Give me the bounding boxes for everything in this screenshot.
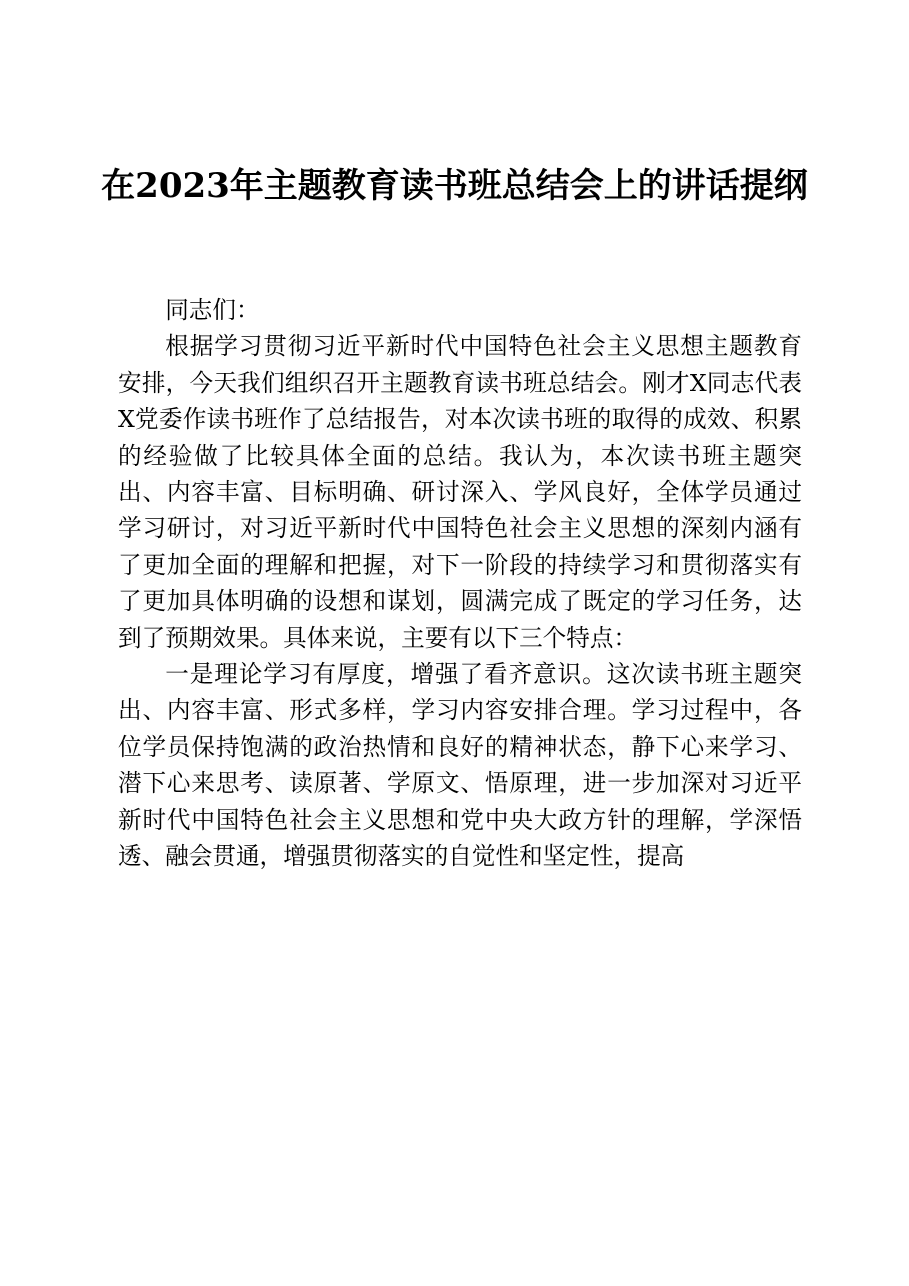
body-paragraph: 一是理论学习有厚度，增强了看齐意识。这次读书班主题突出、内容丰富、形式多样，学习内容安排合理。学习过程中，各位学员保持饱满的政治热情和良好的精神状态，静下心来学习、潜下心来思考、读原著、学原文、悟原理，进一步加深对习近平新时代中国特色社会主义思想和党中央大政方针的理解，学深悟透、融会贯通，增强贯彻落实的自觉性和坚定性，提高 — [118, 660, 802, 871]
salutation-paragraph: 同志们： — [165, 296, 260, 324]
document-title: 在2023年主题教育读书班总结会上的讲话提纲 — [101, 166, 808, 206]
document-body — [118, 292, 802, 875]
body-paragraph: 根据学习贯彻习近平新时代中国特色社会主义思想主题教育安排，今天我们组织召开主题教育读书班总结会。刚才X同志代表X党委作读书班作了总结报告，对本次读书班的取得的成效、积累的经验做了比较具体全面的总结。我认为，本次读书班主题突出、内容丰富、目标明确、研讨深入、学风良好，全体学员通过学习研讨，对习近平新时代中国特色社会主义思想的深刻内涵有了更加全面的理解和把握，对下一阶段的持续学习和贯彻落实有了更加具体明确的设想和谋划，圆满完成了既定的学习任务，达到了预期效果。具体来说，主要有以下三个特点： — [118, 332, 802, 652]
